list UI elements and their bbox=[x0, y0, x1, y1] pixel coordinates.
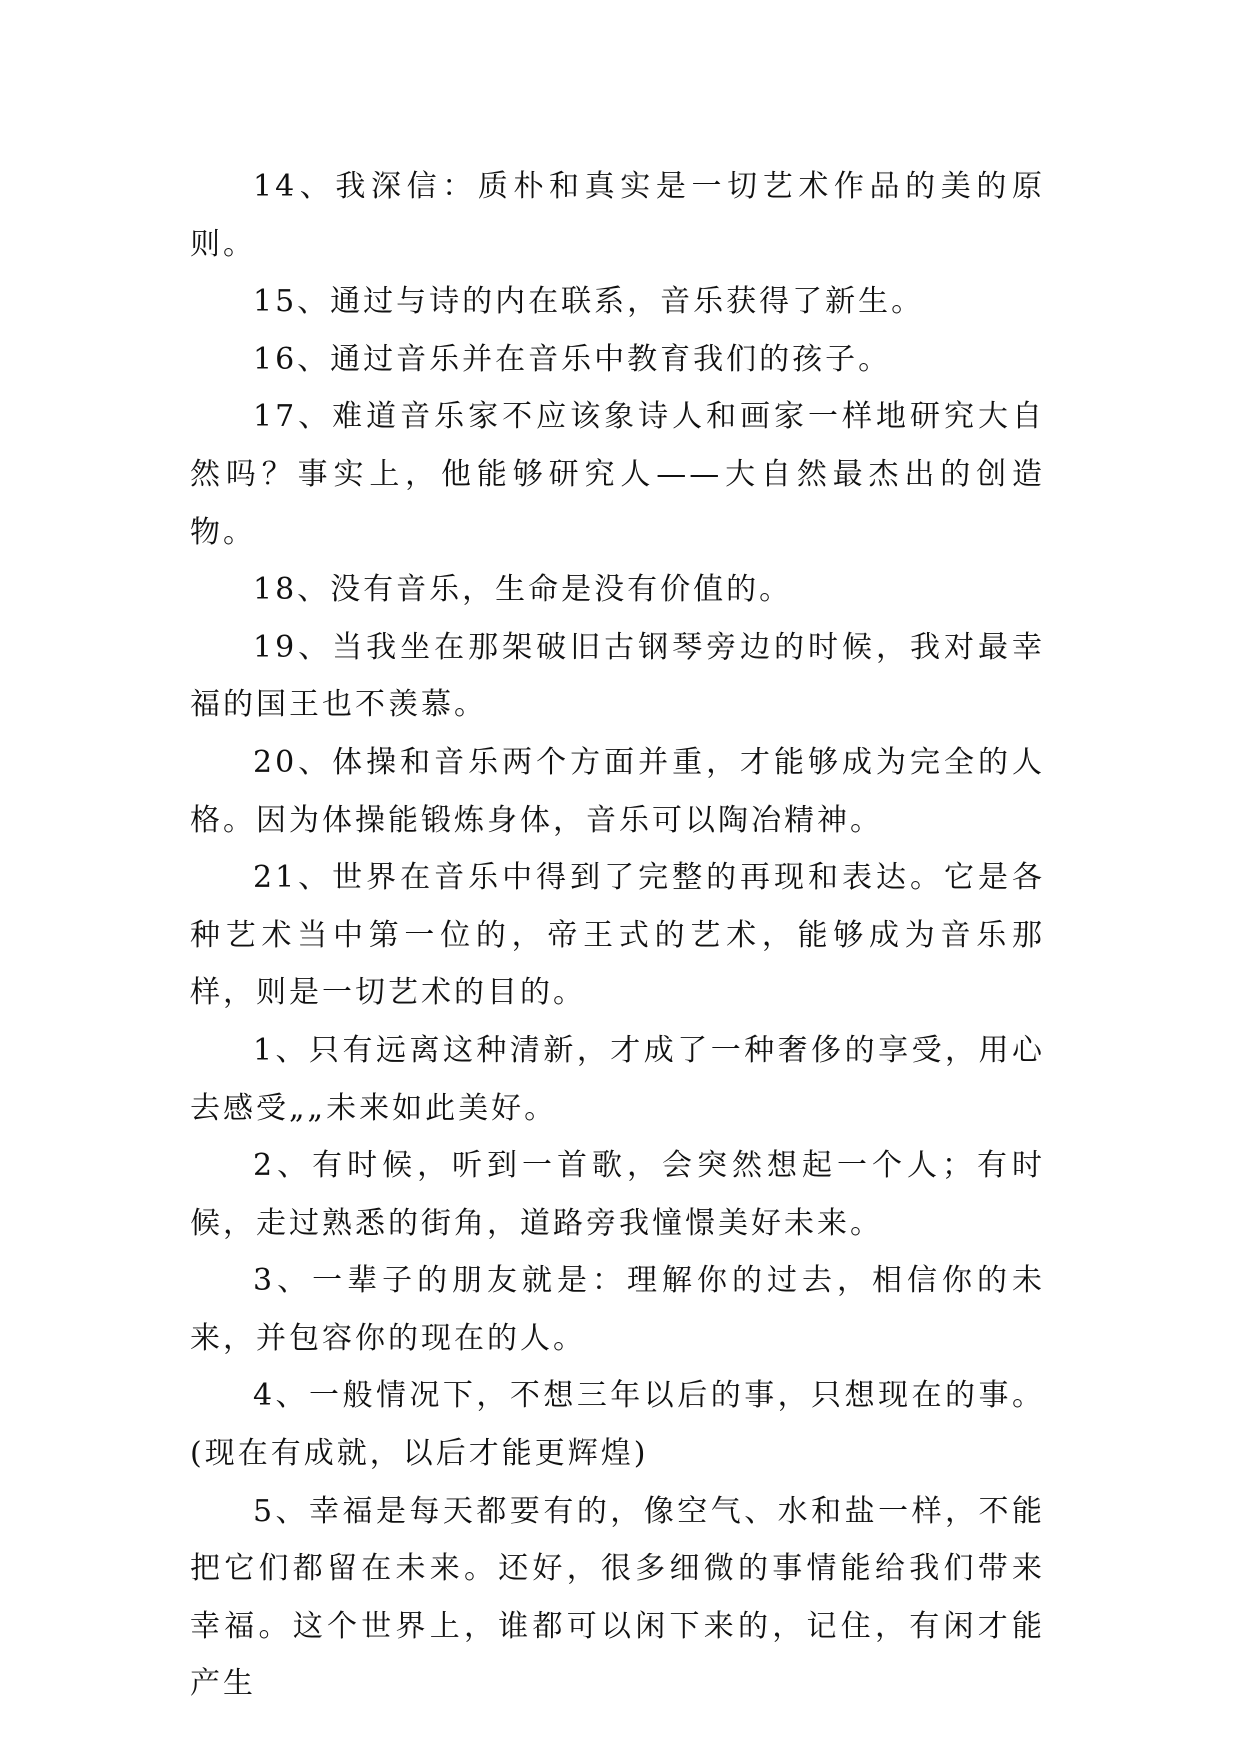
paragraph-15: 15、通过与诗的内在联系，音乐获得了新生。 bbox=[253, 284, 925, 320]
paragraph-1: 1、只有远离这种清新，才成了一种奢侈的享受，用心去感受„„未来如此美好。 bbox=[190, 1032, 1045, 1126]
paragraph-18: 18、没有音乐，生命是没有价值的。 bbox=[253, 572, 793, 608]
paragraph-14: 14、我深信：质朴和真实是一切艺术作品的美的原则。 bbox=[190, 169, 1045, 262]
paragraph-17: 17、难道音乐家不应该象诗人和画家一样地研究大自然吗？事实上，他能够研究人——大自然最杰出的创造物。 bbox=[190, 399, 1045, 550]
paragraph-16: 16、通过音乐并在音乐中教育我们的孩子。 bbox=[253, 341, 892, 377]
paragraph-4: 4、一般情况下，不想三年以后的事，只想现在的事。(现在有成就，以后才能更辉煌) bbox=[190, 1378, 1045, 1472]
paragraph-3: 3、一辈子的朋友就是：理解你的过去，相信你的未来，并包容你的现在的人。 bbox=[190, 1263, 1045, 1356]
paragraph-21: 21、世界在音乐中得到了完整的再现和表达。它是各种艺术当中第一位的，帝王式的艺术，能够成为音乐那样，则是一切艺术的目的。 bbox=[190, 860, 1045, 1011]
paragraph-5: 5、幸福是每天都要有的，像空气、水和盐一样，不能把它们都留在未来。还好，很多细微的事情能给我们带来幸福。这个世界上，谁都可以闲下来的，记住，有闲才能产生 bbox=[190, 1493, 1045, 1702]
paragraph-19: 19、当我坐在那架破旧古钢琴旁边的时候，我对最幸福的国王也不羡慕。 bbox=[190, 629, 1045, 723]
paragraph-20: 20、体操和音乐两个方面并重，才能够成为完全的人格。因为体操能锻炼身体，音乐可以陶冶精神。 bbox=[190, 744, 1045, 838]
paragraph-2: 2、有时候，听到一首歌，会突然想起一个人；有时候，走过熟悉的街角，道路旁我憧憬美好未来。 bbox=[190, 1148, 1045, 1241]
document-body bbox=[190, 158, 1045, 1713]
